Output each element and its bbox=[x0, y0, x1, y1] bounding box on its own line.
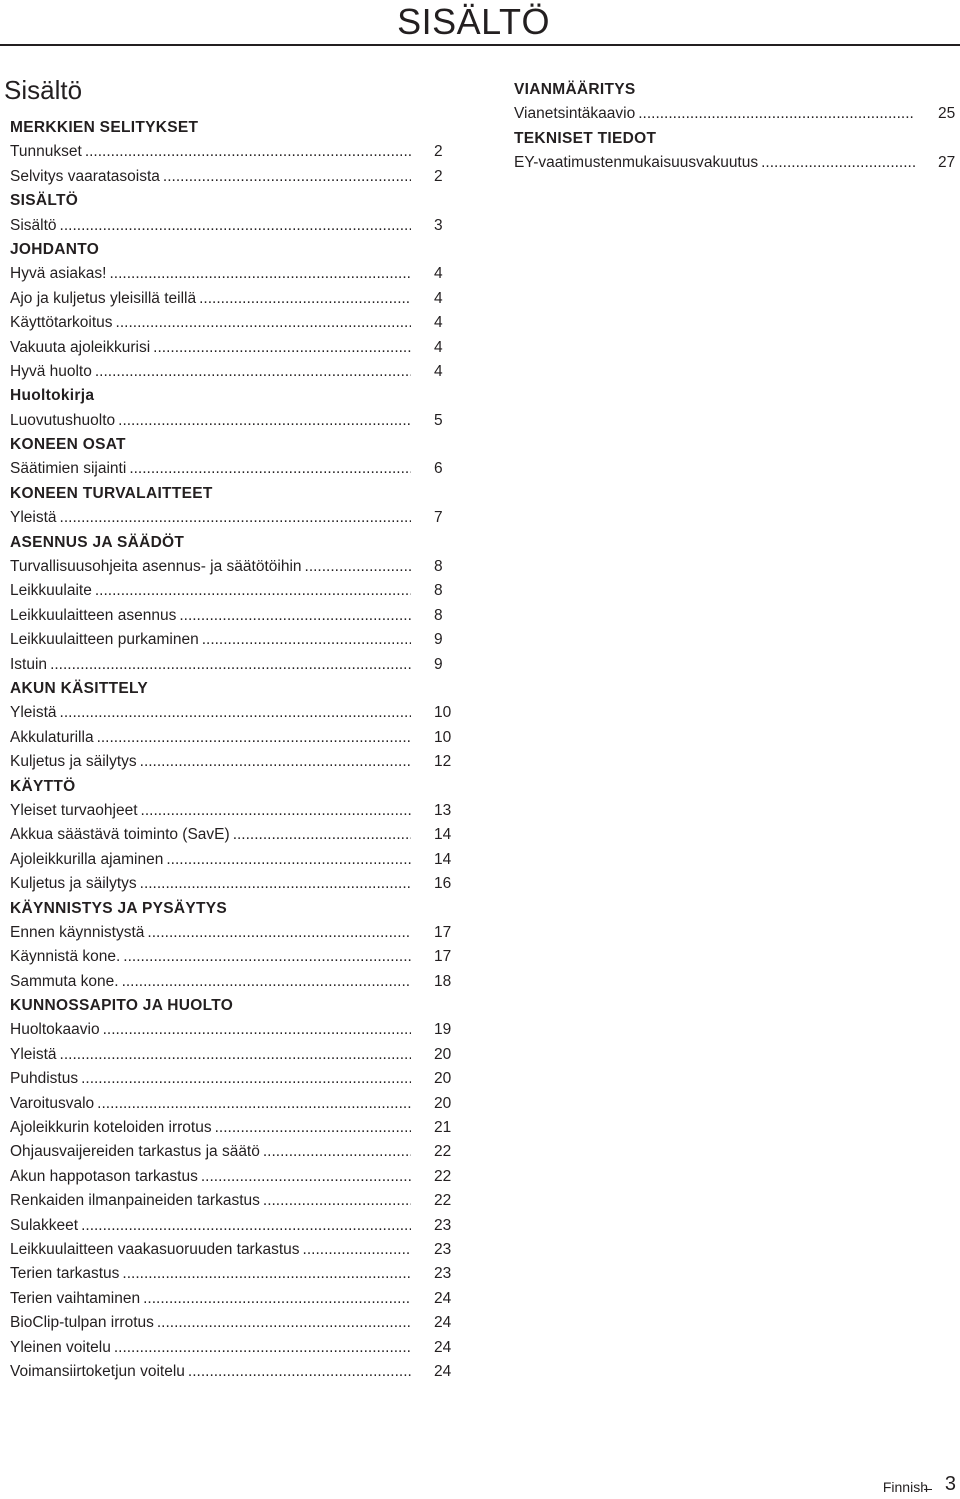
toc-entry-line bbox=[10, 140, 414, 164]
toc-section-heading: AKUN KÄSITTELY bbox=[10, 679, 148, 697]
footer-dash bbox=[924, 1489, 932, 1490]
footer-page-number: 3 bbox=[944, 1473, 956, 1495]
toc-entry bbox=[10, 1165, 456, 1189]
toc-entry bbox=[10, 1067, 456, 1091]
toc-entry bbox=[10, 336, 456, 360]
toc-entry-label: BioClip-tulpan irrotus bbox=[10, 1314, 154, 1332]
toc-entry-label: Sisältö bbox=[10, 216, 57, 234]
toc-entry-page: 9 bbox=[434, 631, 443, 649]
toc-leader-dots bbox=[143, 1287, 411, 1311]
toc-entry-page: 7 bbox=[434, 509, 443, 527]
toc-entry-page: 6 bbox=[434, 460, 443, 478]
toc-leader-dots bbox=[103, 1018, 411, 1042]
footer-language: Finnish bbox=[882, 1479, 928, 1495]
toc-entry-page: 23 bbox=[434, 1216, 452, 1234]
toc-entry-label: Huoltokaavio bbox=[10, 1021, 100, 1039]
toc-entry-line bbox=[10, 360, 414, 384]
toc-entry bbox=[10, 1360, 456, 1384]
toc-entry bbox=[514, 151, 960, 175]
toc-entry-page: 23 bbox=[434, 1265, 452, 1283]
toc-entry bbox=[10, 287, 456, 311]
toc-entry-line bbox=[10, 848, 414, 872]
toc-entry-line bbox=[10, 1067, 414, 1091]
toc-section-heading: KUNNOSSAPITO JA HUOLTO bbox=[10, 997, 234, 1015]
toc-entry-label: Istuin bbox=[10, 655, 48, 673]
toc-leader-dots bbox=[60, 506, 411, 530]
toc-entry bbox=[10, 1238, 456, 1262]
toc-entry-line bbox=[10, 409, 414, 433]
toc-entry-label: Luovutushuolto bbox=[10, 411, 116, 429]
toc-entry bbox=[10, 1043, 456, 1067]
toc-entry-page: 10 bbox=[434, 728, 452, 746]
toc-entry-label: Ajoleikkurin koteloiden irrotus bbox=[10, 1119, 212, 1137]
toc-entry-line bbox=[10, 1165, 414, 1189]
toc-entry-label: Leikkuulaitteen asennus bbox=[10, 606, 177, 624]
toc-entry bbox=[10, 628, 456, 652]
toc-entry-line bbox=[10, 457, 414, 481]
toc-entry bbox=[10, 1092, 456, 1116]
toc-entry-line bbox=[514, 151, 918, 175]
toc-entry bbox=[10, 555, 456, 579]
toc-entry-label: Yleistä bbox=[10, 509, 57, 527]
toc-entry-page: 8 bbox=[434, 606, 443, 624]
toc-entry-line bbox=[10, 653, 414, 677]
toc-entry-label: Leikkuulaite bbox=[10, 582, 92, 600]
toc-entry-label: Ajo ja kuljetus yleisillä teillä bbox=[10, 289, 197, 307]
toc-section-heading: KÄYTTÖ bbox=[10, 777, 76, 795]
toc-entry bbox=[10, 409, 456, 433]
toc-entry-page: 4 bbox=[434, 338, 443, 356]
toc-entry bbox=[10, 970, 456, 994]
toc-entry-page: 8 bbox=[434, 558, 443, 576]
toc-entry-label: Turvallisuusohjeita asennus- ja säätötöihin bbox=[10, 558, 302, 576]
toc-entry-page: 27 bbox=[938, 154, 956, 172]
toc-section-heading: Huoltokirja bbox=[10, 387, 95, 405]
toc-entry-label: Renkaiden ilmanpaineiden tarkastus bbox=[10, 1192, 260, 1210]
toc-entry-label: Akkua säästävä toiminto (SavE) bbox=[10, 826, 230, 844]
toc-entry-page: 19 bbox=[434, 1021, 452, 1039]
toc-entry-line bbox=[10, 1287, 414, 1311]
toc-entry-line bbox=[10, 604, 414, 628]
toc-leader-dots bbox=[179, 604, 411, 628]
toc-entry bbox=[10, 457, 456, 481]
toc-entry bbox=[10, 214, 456, 238]
toc-entry bbox=[10, 872, 456, 896]
toc-entry-page: 25 bbox=[938, 105, 956, 123]
toc-entry-label: Voimansiirtoketjun voitelu bbox=[10, 1362, 185, 1380]
toc-entry-line bbox=[10, 1262, 414, 1286]
toc-leader-dots bbox=[97, 1092, 411, 1116]
toc-entry-label: Vakuuta ajoleikkurisi bbox=[10, 338, 151, 356]
toc-entry-page: 4 bbox=[434, 289, 443, 307]
toc-entry-line bbox=[10, 579, 414, 603]
toc-section-heading: KONEEN OSAT bbox=[10, 436, 126, 454]
toc-entry-line bbox=[10, 921, 414, 945]
toc-entry-label: Käynnistä kone. bbox=[10, 948, 121, 966]
toc-entry-page: 24 bbox=[434, 1289, 452, 1307]
toc-entry bbox=[10, 726, 456, 750]
page-header bbox=[0, 0, 960, 46]
toc-entry-line bbox=[10, 214, 414, 238]
toc-entry-page: 20 bbox=[434, 1070, 452, 1088]
toc-leader-dots bbox=[140, 750, 411, 774]
toc-leader-dots bbox=[638, 102, 915, 126]
toc-entry-label: Yleiset turvaohjeet bbox=[10, 801, 138, 819]
toc-entry-line bbox=[10, 823, 414, 847]
toc-entry bbox=[10, 262, 456, 286]
toc-entry-line bbox=[10, 799, 414, 823]
toc-leader-dots bbox=[141, 799, 411, 823]
toc-entry-page: 17 bbox=[434, 948, 452, 966]
toc-leader-dots bbox=[50, 653, 411, 677]
toc-entry-line bbox=[10, 1360, 414, 1384]
toc-entry bbox=[10, 653, 456, 677]
toc-entry-line bbox=[10, 336, 414, 360]
toc-leader-dots bbox=[263, 1189, 411, 1213]
toc-entry-line bbox=[10, 750, 414, 774]
toc-entry bbox=[10, 506, 456, 530]
toc-entry-page: 4 bbox=[434, 314, 443, 332]
toc-entry-line bbox=[10, 628, 414, 652]
toc-section-heading: KÄYNNISTYS JA PYSÄYTYS bbox=[10, 899, 228, 917]
toc-leader-dots bbox=[118, 409, 411, 433]
toc-entry-label: Sulakkeet bbox=[10, 1216, 79, 1234]
toc-entry bbox=[10, 165, 456, 189]
toc-entry-label: Hyvä asiakas! bbox=[10, 265, 107, 283]
toc-entry bbox=[10, 945, 456, 969]
toc-entry-label: EY-vaatimustenmukaisuusvakuutus bbox=[514, 154, 759, 172]
toc-leader-dots bbox=[95, 360, 411, 384]
toc-entry-page: 22 bbox=[434, 1192, 452, 1210]
toc-entry-line bbox=[10, 1116, 414, 1140]
toc-entry-line bbox=[10, 701, 414, 725]
toc-entry-page: 24 bbox=[434, 1362, 452, 1380]
toc-leader-dots bbox=[95, 579, 411, 603]
toc-entry bbox=[10, 311, 456, 335]
toc-entry-line bbox=[10, 1311, 414, 1335]
toc-leader-dots bbox=[199, 287, 411, 311]
toc-section-heading: JOHDANTO bbox=[10, 240, 100, 258]
toc-entry-label: Vianetsintäkaavio bbox=[514, 105, 636, 123]
toc-right-column bbox=[514, 78, 960, 176]
toc-entry-line bbox=[10, 1092, 414, 1116]
toc-leader-dots bbox=[85, 140, 411, 164]
toc-entry bbox=[10, 921, 456, 945]
toc-entry-line bbox=[10, 970, 414, 994]
toc-entry bbox=[10, 1018, 456, 1042]
toc-entry-page: 4 bbox=[434, 362, 443, 380]
toc-entry-line bbox=[10, 1189, 414, 1213]
toc-entry-page: 13 bbox=[434, 801, 452, 819]
toc-entry bbox=[10, 140, 456, 164]
toc-entry-label: Käyttötarkoitus bbox=[10, 314, 113, 332]
toc-entry-label: Säätimien sijainti bbox=[10, 460, 127, 478]
toc-entry-page: 20 bbox=[434, 1094, 452, 1112]
toc-section-heading: SISÄLTÖ bbox=[10, 192, 79, 210]
toc-entry-page: 9 bbox=[434, 655, 443, 673]
toc-entry-label: Yleinen voitelu bbox=[10, 1338, 111, 1356]
toc-entry-line bbox=[10, 872, 414, 896]
toc-entry-line bbox=[10, 1214, 414, 1238]
toc-entry bbox=[10, 1336, 456, 1360]
toc-leader-dots bbox=[202, 628, 411, 652]
toc-leader-dots bbox=[305, 555, 411, 579]
toc-entry bbox=[514, 102, 960, 126]
toc-entry-label: Ohjausvaijereiden tarkastus ja säätö bbox=[10, 1143, 260, 1161]
toc-leader-dots bbox=[163, 165, 411, 189]
toc-entry bbox=[10, 823, 456, 847]
toc-entry-line bbox=[514, 102, 918, 126]
header-rule bbox=[0, 44, 960, 46]
header-title: SISÄLTÖ bbox=[397, 1, 550, 42]
toc-entry-label: Yleistä bbox=[10, 1045, 57, 1063]
toc-leader-dots bbox=[166, 848, 411, 872]
toc-leader-dots bbox=[153, 336, 411, 360]
toc-leader-dots bbox=[122, 970, 411, 994]
page-footer bbox=[760, 1469, 960, 1499]
toc-leader-dots bbox=[215, 1116, 411, 1140]
toc-entry bbox=[10, 1140, 456, 1164]
toc-entry-label: Leikkuulaitteen vaakasuoruuden tarkastus bbox=[10, 1240, 300, 1258]
toc-leader-dots bbox=[81, 1214, 411, 1238]
toc-entry-page: 8 bbox=[434, 582, 443, 600]
toc-entry bbox=[10, 1262, 456, 1286]
toc-entry-line bbox=[10, 1336, 414, 1360]
toc-entry-line bbox=[10, 1238, 414, 1262]
toc-entry-line bbox=[10, 1018, 414, 1042]
toc-section-heading: KONEEN TURVALAITTEET bbox=[10, 484, 213, 502]
toc-entry-page: 23 bbox=[434, 1240, 452, 1258]
toc-left-column bbox=[10, 116, 456, 1384]
toc-entry-label: Kuljetus ja säilytys bbox=[10, 875, 137, 893]
toc-entry-page: 14 bbox=[434, 826, 452, 844]
toc-leader-dots bbox=[116, 311, 411, 335]
toc-entry bbox=[10, 1189, 456, 1213]
toc-entry bbox=[10, 799, 456, 823]
toc-entry-page: 24 bbox=[434, 1314, 452, 1332]
toc-leader-dots bbox=[157, 1311, 411, 1335]
toc-leader-dots bbox=[114, 1336, 411, 1360]
toc-entry-page: 20 bbox=[434, 1045, 452, 1063]
toc-entry-page: 3 bbox=[434, 216, 443, 234]
toc-entry bbox=[10, 579, 456, 603]
toc-leader-dots bbox=[60, 1043, 411, 1067]
toc-entry-line bbox=[10, 506, 414, 530]
toc-entry-page: 22 bbox=[434, 1167, 452, 1185]
toc-entry-label: Kuljetus ja säilytys bbox=[10, 753, 137, 771]
toc-entry-label: Terien vaihtaminen bbox=[10, 1289, 141, 1307]
toc-leader-dots bbox=[233, 823, 411, 847]
toc-leader-dots bbox=[761, 151, 915, 175]
toc-leader-dots bbox=[263, 1140, 411, 1164]
toc-section-heading: VIANMÄÄRITYS bbox=[514, 81, 636, 98]
toc-entry bbox=[10, 1287, 456, 1311]
toc-section-heading: MERKKIEN SELITYKSET bbox=[10, 119, 199, 136]
toc-entry-label: Hyvä huolto bbox=[10, 362, 92, 380]
toc-entry-line bbox=[10, 1140, 414, 1164]
toc-leader-dots bbox=[122, 1262, 411, 1286]
toc-leader-dots bbox=[60, 214, 411, 238]
toc-entry bbox=[10, 750, 456, 774]
toc-entry-label: Akun happotason tarkastus bbox=[10, 1167, 198, 1185]
toc-entry-page: 22 bbox=[434, 1143, 452, 1161]
toc-entry-page: 14 bbox=[434, 850, 452, 868]
toc-entry-line bbox=[10, 311, 414, 335]
toc-leader-dots bbox=[81, 1067, 411, 1091]
toc-entry bbox=[10, 360, 456, 384]
toc-leader-dots bbox=[97, 726, 411, 750]
toc-heading: Sisältö bbox=[4, 75, 83, 105]
toc-entry bbox=[10, 848, 456, 872]
toc-entry-page: 5 bbox=[434, 411, 443, 429]
toc-entry-page: 24 bbox=[434, 1338, 452, 1356]
toc-entry-page: 4 bbox=[434, 265, 443, 283]
toc-leader-dots bbox=[188, 1360, 411, 1384]
toc-entry-line bbox=[10, 165, 414, 189]
toc-entry-label: Ennen käynnistystä bbox=[10, 923, 145, 941]
toc-entry-label: Leikkuulaitteen purkaminen bbox=[10, 631, 199, 649]
toc-entry-page: 21 bbox=[434, 1119, 452, 1137]
toc-leader-dots bbox=[201, 1165, 411, 1189]
toc-entry-page: 2 bbox=[434, 143, 443, 161]
toc-entry-page: 16 bbox=[434, 875, 452, 893]
toc-entry-line bbox=[10, 726, 414, 750]
toc-entry bbox=[10, 1116, 456, 1140]
toc-leader-dots bbox=[109, 262, 411, 286]
toc-section-heading: TEKNISET TIEDOT bbox=[514, 129, 657, 147]
toc-entry-line bbox=[10, 1043, 414, 1067]
toc-entry-label: Yleistä bbox=[10, 704, 57, 722]
toc-entry-page: 12 bbox=[434, 753, 452, 771]
toc-entry bbox=[10, 1214, 456, 1238]
toc-entry-label: Selvitys vaaratasoista bbox=[10, 167, 160, 185]
toc-entry-page: 10 bbox=[434, 704, 452, 722]
toc-entry-label: Sammuta kone. bbox=[10, 972, 119, 990]
toc-entry bbox=[10, 604, 456, 628]
toc-entry-label: Tunnukset bbox=[10, 143, 82, 161]
toc-entry-line bbox=[10, 287, 414, 311]
toc-entry-page: 18 bbox=[434, 972, 452, 990]
toc-entry-page: 2 bbox=[434, 167, 443, 185]
toc-entry-line bbox=[10, 555, 414, 579]
toc-section-heading: ASENNUS JA SÄÄDÖT bbox=[10, 533, 185, 551]
toc-entry-label: Terien tarkastus bbox=[10, 1265, 120, 1283]
toc-entry-label: Ajoleikkurilla ajaminen bbox=[10, 850, 164, 868]
toc-leader-dots bbox=[123, 945, 411, 969]
toc-entry-page: 17 bbox=[434, 923, 452, 941]
toc-entry-line bbox=[10, 262, 414, 286]
toc-leader-dots bbox=[129, 457, 411, 481]
toc-leader-dots bbox=[140, 872, 411, 896]
toc-entry-label: Puhdistus bbox=[10, 1070, 79, 1088]
toc-leader-dots bbox=[60, 701, 411, 725]
toc-entry bbox=[10, 1311, 456, 1335]
toc-entry-label: Varoitusvalo bbox=[10, 1094, 95, 1112]
toc-entry-label: Akkulaturilla bbox=[10, 728, 94, 746]
toc-entry bbox=[10, 701, 456, 725]
toc-leader-dots bbox=[147, 921, 411, 945]
toc-entry-line bbox=[10, 945, 414, 969]
toc-leader-dots bbox=[303, 1238, 411, 1262]
